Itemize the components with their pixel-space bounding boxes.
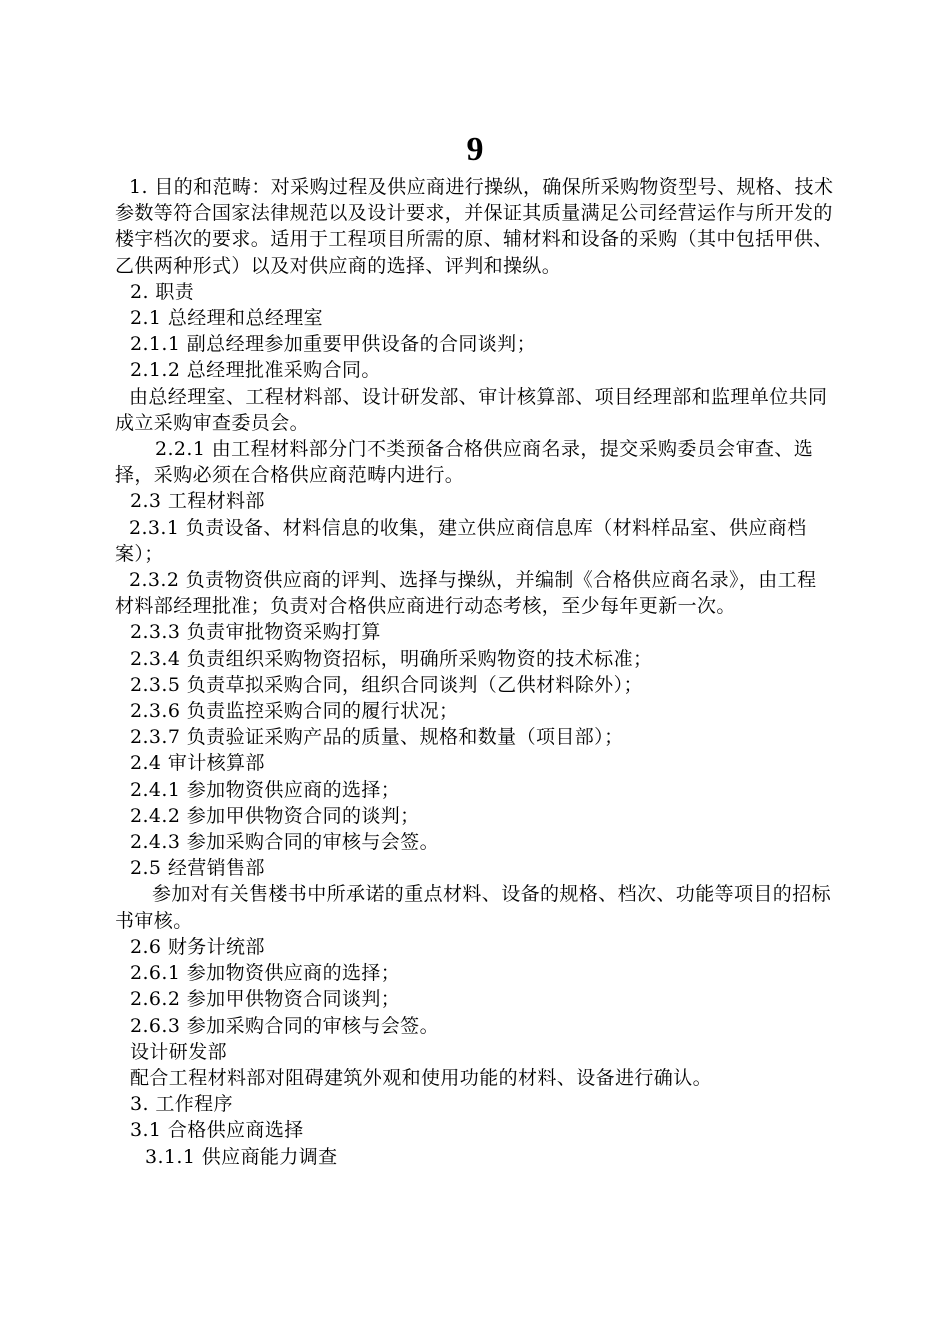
heading-supplier-selection: 3.1 合格供应商选择 (130, 1119, 304, 1142)
heading-design-rd: 设计研发部 (130, 1040, 228, 1063)
heading-finance: 2.6 财务计统部 (130, 935, 265, 958)
paragraph-2-3-3: 2.3.3 负责审批物资采购打算 (130, 621, 381, 644)
heading-audit-accounting: 2.4 审计核算部 (130, 752, 265, 775)
paragraph-3-1-1: 3.1.1 供应商能力调查 (145, 1145, 338, 1168)
paragraph-2-6-3: 2.6.3 参加采购合同的审核与会签。 (130, 1014, 439, 1037)
page-number: 9 (466, 131, 484, 168)
paragraph-design-duty: 配合工程材料部对阻碍建筑外观和使用功能的材料、设备进行确认。 (130, 1066, 713, 1089)
paragraph-2-3-2: 2.3.2 负责物资供应商的评判、选择与操纵，并编制《合格供应商名录》，由工程材料部经理批准；负责对合格供应商进行动态考核，至少每年更新一次。 (115, 569, 817, 618)
paragraph-committee: 由总经理室、工程材料部、设计研发部、审计核算部、项目经理部和监理单位共同成立采购审查委员会。 (115, 385, 828, 434)
paragraph-2-6-1: 2.6.1 参加物资供应商的选择； (130, 962, 401, 985)
paragraph-2-3-1: 2.3.1 负责设备、材料信息的收集，建立供应商信息库（材料样品室、供应商档案）； (115, 516, 807, 565)
paragraph-2-2-1: 2.2.1 由工程材料部分门不类预备合格供应商名录，提交采购委员会审查、选择，采购必须在合格供应商范畴内进行。 (115, 438, 814, 487)
paragraph-2-1-1: 2.1.1 副总经理参加重要甲供设备的合同谈判； (130, 333, 536, 356)
heading-work-procedure: 3. 工作程序 (130, 1093, 233, 1116)
paragraph-2-3-5: 2.3.5 负责草拟采购合同，组织合同谈判（乙供材料除外）； (130, 673, 643, 696)
paragraph-sales-duty: 参加对有关售楼书中所承诺的重点材料、设备的规格、档次、功能等项目的招标书审核。 (115, 883, 832, 932)
heading-sales: 2.5 经营销售部 (130, 857, 265, 880)
paragraph-2-6-2: 2.6.2 参加甲供物资合同谈判； (130, 988, 401, 1011)
paragraph-2-3-6: 2.3.6 负责监控采购合同的履行状况； (130, 700, 459, 723)
heading-responsibilities: 2. 职责 (130, 280, 195, 303)
document-body (115, 174, 835, 1170)
paragraph-2-4-1: 2.4.1 参加物资供应商的选择； (130, 778, 401, 801)
paragraph-2-4-2: 2.4.2 参加甲供物资合同的谈判； (130, 804, 420, 827)
paragraph-purpose-scope: 1. 目的和范畴：对采购过程及供应商进行操纵，确保所采购物资型号、规格、技术参数等符合国家法律规范以及设计要求，并保证其质量满足公司经营运作与所开发的楼宇档次的要求。适用于工程项目所需的原、辅材料和设备的采购（其中包括甲供、乙供两种形式）以及对供应商的选择、评判和操纵。 (115, 176, 834, 277)
heading-engineering-materials: 2.3 工程材料部 (130, 490, 265, 513)
paragraph-2-3-7: 2.3.7 负责验证采购产品的质量、规格和数量（项目部）； (130, 726, 624, 749)
paragraph-2-3-4: 2.3.4 负责组织采购物资招标，明确所采购物资的技术标准； (130, 647, 653, 670)
paragraph-2-4-3: 2.4.3 参加采购合同的审核与会签。 (130, 831, 439, 854)
heading-general-manager: 2.1 总经理和总经理室 (130, 307, 324, 330)
paragraph-2-1-2: 2.1.2 总经理批准采购合同。 (130, 359, 381, 382)
